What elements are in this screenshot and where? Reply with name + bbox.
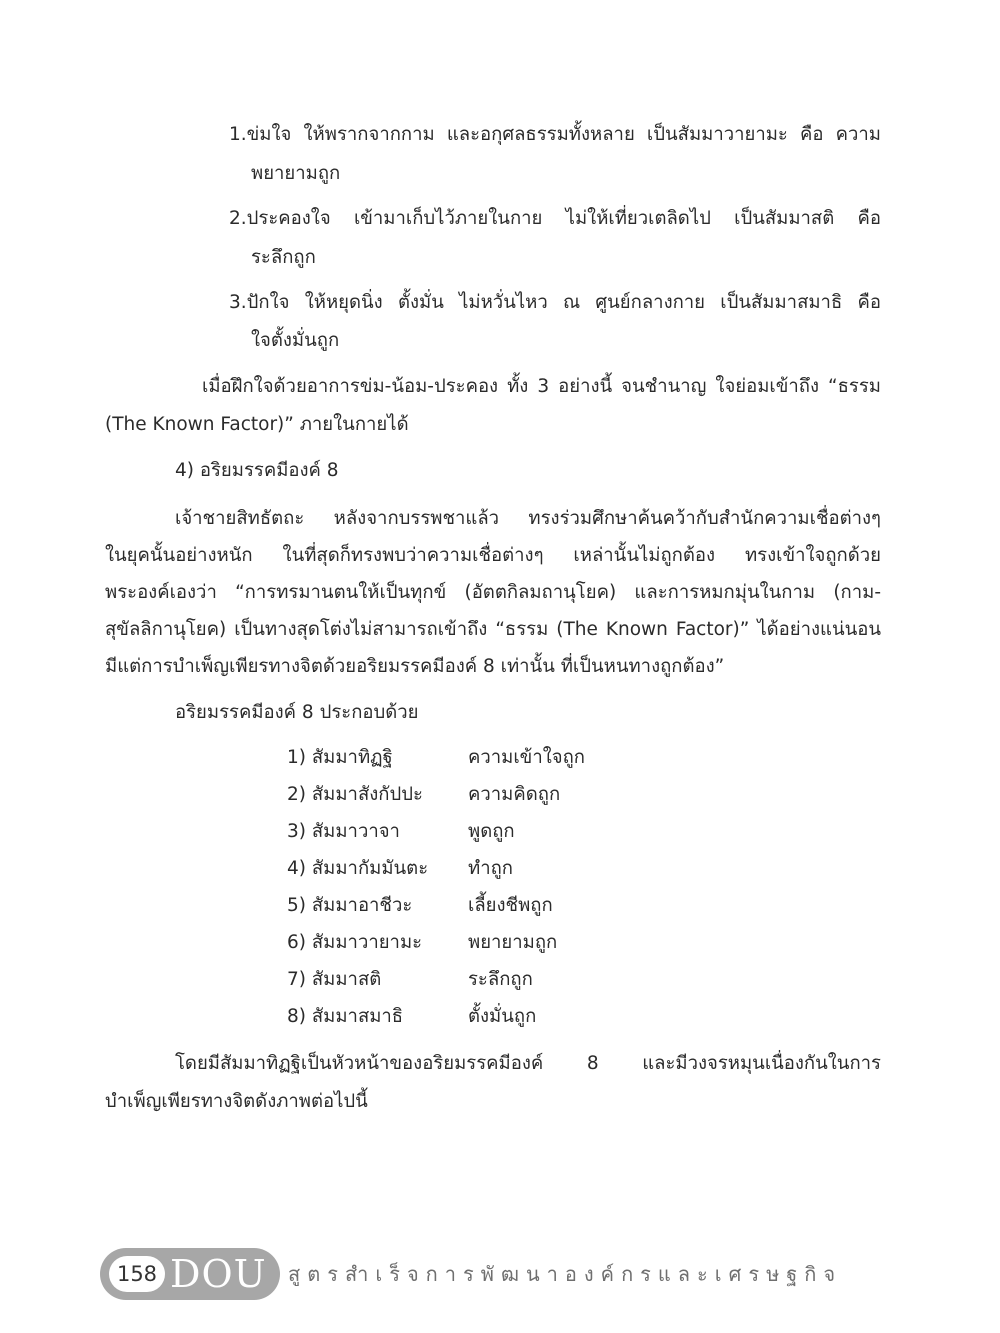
path-meaning: ตั้งมั่นถูก: [468, 1006, 537, 1027]
path-meaning: ความคิดถูก: [468, 784, 561, 805]
path-term: 8) สัมมาสมาธิ: [287, 1006, 404, 1027]
list-item-3-line-1: [229, 288, 881, 318]
paragraph-1-line-1: เมื่อฝึกใจด้วยอาการข่ม-น้อม-ประคอง ทั้ง 3 อย่างนี้ จนชำนาญ ใจย่อมเข้าถึง “ธรรม: [202, 376, 881, 397]
paragraph-2-line-4: สุขัลลิกานุโยค) เป็นทางสุดโต่งไม่สามารถเข้าถึง “ธรรม (The Known Factor)” ได้อย่างแน่นอน: [105, 619, 881, 640]
list-intro: อริยมรรคมีองค์ 8 ประกอบด้วย: [175, 702, 419, 723]
path-term: 2) สัมมาสังกัปปะ: [287, 784, 423, 805]
section-heading: 4) อริยมรรคมีองค์ 8: [175, 460, 339, 481]
path-meaning: ระลึกถูก: [468, 969, 533, 990]
path-term: 4) สัมมากัมมันตะ: [287, 858, 429, 879]
list-item-1-line-2: พยายามถูก: [251, 163, 341, 184]
path-term: 7) สัมมาสติ: [287, 969, 382, 990]
path-meaning: ความเข้าใจถูก: [468, 747, 585, 768]
path-meaning: พยายามถูก: [468, 932, 558, 953]
list-item-3-number: 3.: [229, 292, 247, 313]
path-term: 1) สัมมาทิฏฐิ: [287, 747, 393, 768]
paragraph-3-line-1: โดยมีสัมมาทิฏฐิเป็นหัวหน้าของอริยมรรคมีองค์ 8 และมีวงจรหมุนเนื่องกันในการ: [175, 1053, 881, 1074]
book-title: สูตรสำเร็จการพัฒนาองค์กรและเศรษฐกิจ: [288, 1262, 843, 1286]
page-footer: [100, 1248, 900, 1300]
list-item-1-line-1: [229, 120, 881, 150]
list-item-2-text: ประคองใจ เข้ามาเก็บไว้ภายในกาย ไม่ให้เที่ยวเตลิดไป เป็นสัมมาสติ คือ: [246, 208, 881, 229]
paragraph-2-line-2: ในยุคนั้นอย่างหนัก ในที่สุดก็ทรงพบว่าความเชื่อต่างๆ เหล่านั้นไม่ถูกต้อง ทรงเข้าใจถูกด้วย: [105, 545, 881, 566]
list-item-1-text: ข่มใจ ให้พรากจากกาม และอกุศลธรรมทั้งหลาย เป็นสัมมาวายามะ คือ ความ: [246, 124, 881, 145]
path-meaning: ทำถูก: [468, 858, 513, 879]
path-meaning: เลี้ยงชีพถูก: [468, 895, 553, 916]
path-term: 3) สัมมาวาจา: [287, 821, 400, 842]
brand-logo: DOU: [170, 1252, 267, 1296]
path-term: 5) สัมมาอาชีวะ: [287, 895, 413, 916]
path-term: 6) สัมมาวายามะ: [287, 932, 423, 953]
path-meaning: พูดถูก: [468, 821, 515, 842]
list-item-2-number: 2.: [229, 208, 247, 229]
list-item-2-line-1: [229, 204, 881, 234]
footer-badge: [100, 1248, 280, 1300]
page-number: 158: [109, 1256, 165, 1292]
paragraph-3-line-2: บำเพ็ญเพียรทางจิตดังภาพต่อไปนี้: [105, 1091, 368, 1112]
paragraph-1-line-2: (The Known Factor)” ภายในกายได้: [105, 414, 409, 435]
paragraph-2-line-5: มีแต่การบำเพ็ญเพียรทางจิตด้วยอริยมรรคมีองค์ 8 เท่านั้น ที่เป็นหนทางถูกต้อง”: [105, 656, 725, 677]
list-item-3-text: ปักใจ ให้หยุดนิ่ง ตั้งมั่น ไม่หวั่นไหว ณ ศูนย์กลางกาย เป็นสัมมาสมาธิ คือ: [246, 292, 881, 313]
list-item-3-line-2: ใจตั้งมั่นถูก: [251, 330, 340, 351]
list-item-2-line-2: ระลึกถูก: [251, 247, 316, 268]
list-item-1-number: 1.: [229, 124, 247, 145]
paragraph-2-line-3: พระองค์เองว่า “การทรมานตนให้เป็นทุกข์ (อัตตกิลมถานุโยค) และการหมกมุ่นในกาม (กาม-: [105, 582, 881, 603]
paragraph-2-line-1: เจ้าชายสิทธัตถะ หลังจากบรรพชาแล้ว ทรงร่วมศึกษาค้นคว้ากับสำนักความเชื่อต่างๆ: [175, 508, 881, 529]
